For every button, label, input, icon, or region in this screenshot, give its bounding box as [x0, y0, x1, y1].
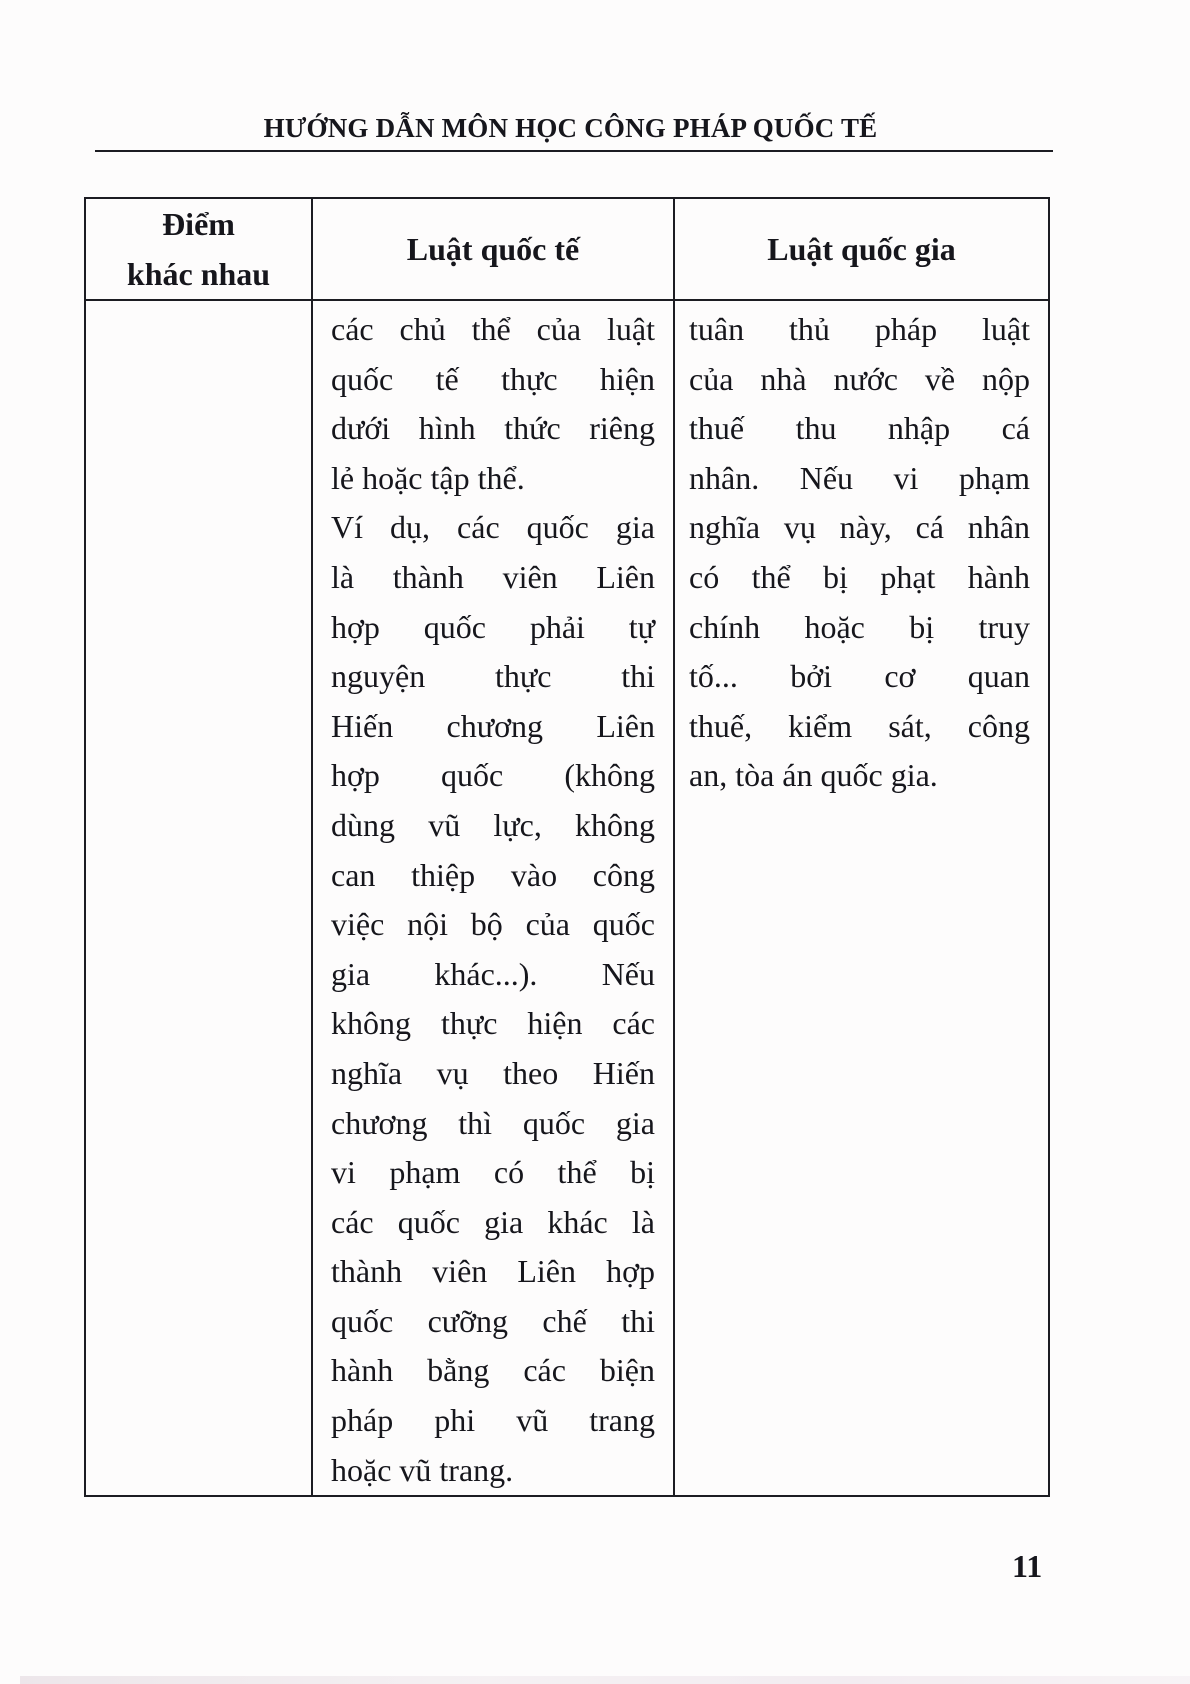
text-line: gia khác...). Nếu: [331, 955, 655, 992]
national-law-text: [675, 301, 1048, 801]
text-line: chương thì quốc gia: [331, 1104, 655, 1141]
text-line: vi phạm có thể bị: [331, 1154, 655, 1191]
running-head: HƯỚNG DẪN MÔN HỌC CÔNG PHÁP QUỐC TẾ: [263, 113, 878, 143]
text-line: Hiến chương Liên: [331, 707, 655, 744]
text-line: quốc cưỡng chế thi: [331, 1302, 655, 1339]
text-line: là thành viên Liên: [331, 558, 655, 595]
text-line: pháp phi vũ trang: [331, 1402, 655, 1439]
international-law-text: [313, 301, 673, 1495]
text-line: các chủ thể của luật: [331, 311, 655, 347]
text-line: hợp quốc phải tự: [331, 608, 655, 645]
text-line: hoặc vũ trang.: [331, 1451, 514, 1488]
text-line: nguyện thực thi: [331, 658, 655, 695]
text-line: Ví dụ, các quốc gia: [331, 509, 655, 546]
text-line: nghĩa vụ này, cá nhân: [689, 509, 1030, 546]
cell-criterion: [85, 300, 312, 1496]
text-line: tố... bởi cơ quan: [689, 658, 1030, 695]
text-line: quốc tế thực hiện: [331, 360, 655, 397]
cell-international-law: [312, 300, 674, 1496]
header-criterion-line: khác nhau: [126, 256, 271, 292]
text-line: nhân. Nếu vi phạm: [689, 459, 1030, 496]
text-line: của nhà nước về nộp: [689, 360, 1030, 397]
text-line: dùng vũ lực, không: [331, 806, 655, 843]
text-line: thuế thu nhập cá: [689, 410, 1030, 447]
header-national-law: Luật quốc gia: [674, 198, 1049, 300]
text-line: hợp quốc (không: [331, 757, 655, 794]
text-line: hành bằng các biện: [331, 1352, 655, 1389]
text-line: nghĩa vụ theo Hiến: [331, 1054, 655, 1091]
page-number: 11: [1012, 1548, 1043, 1584]
scan-edge: [20, 1676, 1190, 1684]
text-line: lẻ hoặc tập thể.: [331, 459, 525, 496]
text-line: tuân thủ pháp luật: [689, 311, 1030, 347]
cell-national-law: [674, 300, 1049, 1496]
text-line: các quốc gia khác là: [331, 1203, 655, 1240]
text-line: chính hoặc bị truy: [689, 608, 1030, 645]
text-line: thuế, kiểm sát, công: [689, 707, 1030, 744]
header-criterion-line: Điểm: [162, 206, 235, 242]
header-criterion: [85, 198, 312, 300]
header-rule: [95, 150, 1053, 152]
text-line: an, tòa án quốc gia.: [689, 757, 938, 794]
header-international-law: Luật quốc tế: [312, 198, 674, 300]
text-line: việc nội bộ của quốc: [331, 906, 655, 943]
comparison-table: [84, 197, 1050, 1497]
text-line: can thiệp vào công: [331, 856, 655, 893]
table-row: [85, 300, 1049, 1496]
text-line: dưới hình thức riêng: [331, 410, 655, 447]
text-line: không thực hiện các: [331, 1005, 655, 1042]
table-header-row: [85, 198, 1049, 300]
text-line: thành viên Liên hợp: [331, 1253, 655, 1290]
text-line: có thể bị phạt hành: [689, 558, 1030, 595]
